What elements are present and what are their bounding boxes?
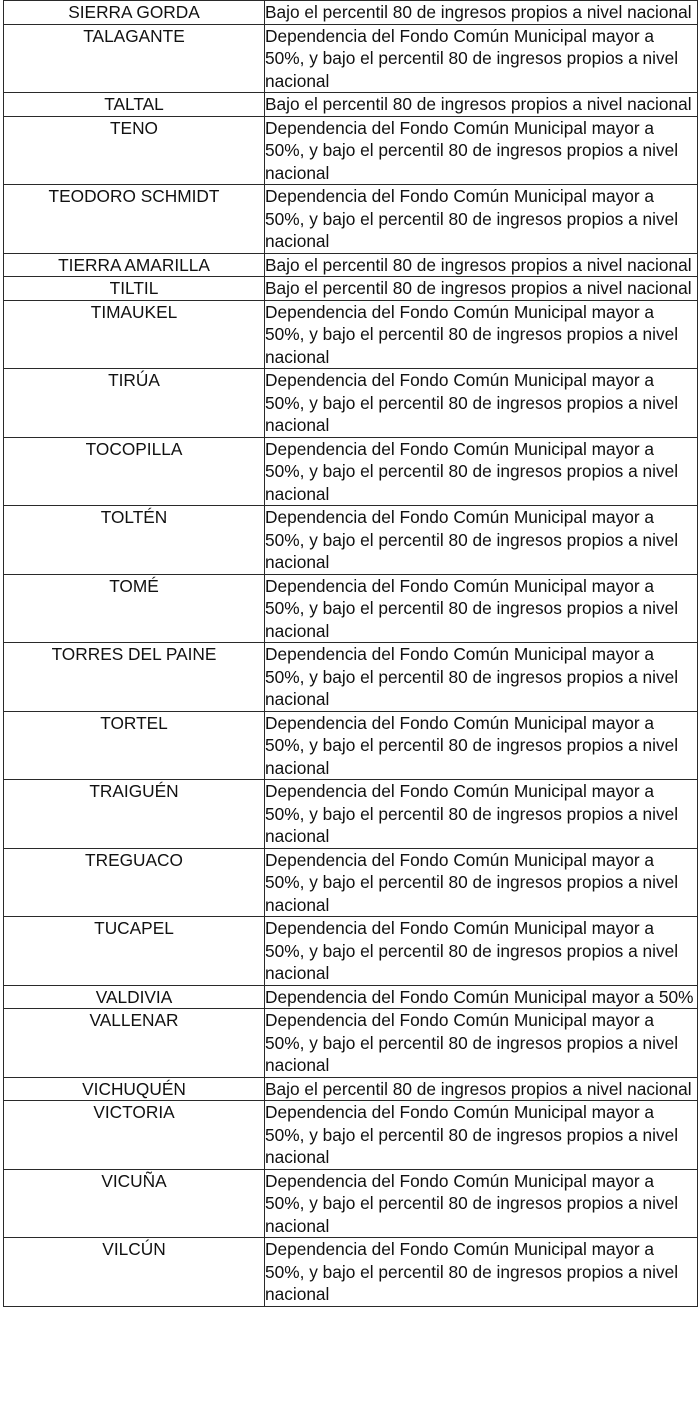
- commune-name: VALDIVIA: [95, 986, 173, 1007]
- commune-name-cell: [4, 24, 265, 93]
- criterion-text: Dependencia del Fondo Común Municipal mayor a 50%, y bajo el percentil 80 de ingresos propios a nivel nacional: [265, 712, 679, 778]
- commune-name: VICUÑA: [101, 1170, 167, 1191]
- criterion-cell: [265, 848, 698, 917]
- table-row: [4, 1169, 698, 1238]
- table-row: [4, 1238, 698, 1307]
- table-row: [4, 300, 698, 369]
- table-row: [4, 780, 698, 849]
- criterion-text: Bajo el percentil 80 de ingresos propios a nivel nacional: [265, 254, 692, 275]
- criterion-cell: [265, 506, 698, 575]
- commune-name-cell: [4, 780, 265, 849]
- commune-name: TEODORO SCHMIDT: [48, 186, 220, 206]
- criterion-cell: [265, 1101, 698, 1170]
- criterion-cell: [265, 300, 698, 369]
- table-row: [4, 253, 698, 277]
- commune-name-cell: [4, 848, 265, 917]
- commune-name-cell: [4, 1077, 265, 1101]
- criterion-cell: [265, 437, 698, 506]
- table-row: [4, 848, 698, 917]
- commune-name: TALTAL: [104, 94, 164, 114]
- criterion-cell: [265, 985, 698, 1009]
- communes-table-body: [4, 1, 698, 1307]
- commune-name: VICTORIA: [93, 1102, 175, 1122]
- criterion-cell: [265, 93, 698, 117]
- criterion-cell: [265, 1009, 698, 1078]
- criterion-cell: [265, 277, 698, 301]
- commune-name: TENO: [109, 117, 158, 138]
- commune-name-cell: [4, 506, 265, 575]
- commune-name: TIMAUKEL: [90, 301, 178, 322]
- commune-name-cell: [4, 985, 265, 1009]
- communes-table: [3, 0, 698, 1307]
- table-row: [4, 1077, 698, 1101]
- commune-name-cell: [4, 437, 265, 506]
- commune-name: TILTIL: [109, 278, 159, 298]
- commune-name-cell: [4, 1238, 265, 1307]
- commune-name: TOLTÉN: [100, 507, 168, 527]
- table-row: [4, 185, 698, 254]
- commune-name-cell: [4, 93, 265, 117]
- commune-name: VALLENAR: [89, 1010, 179, 1030]
- criterion-text: Dependencia del Fondo Común Municipal mayor a 50%, y bajo el percentil 80 de ingresos propios a nivel nacional: [265, 644, 679, 709]
- criterion-cell: [265, 574, 698, 643]
- table-row: [4, 506, 698, 575]
- table-row: [4, 917, 698, 986]
- table-row: [4, 574, 698, 643]
- criterion-text: Dependencia del Fondo Común Municipal mayor a 50%, y bajo el percentil 80 de ingresos propios a nivel nacional: [265, 507, 679, 572]
- commune-name: TUCAPEL: [94, 918, 174, 938]
- table-row: [4, 116, 698, 185]
- criterion-text: Dependencia del Fondo Común Municipal mayor a 50%, y bajo el percentil 80 de ingresos propios a nivel nacional: [265, 301, 679, 367]
- table-row: [4, 1009, 698, 1078]
- commune-name: TREGUACO: [85, 849, 183, 870]
- criterion-cell: [265, 24, 698, 93]
- table-row: [4, 437, 698, 506]
- table-row: [4, 1101, 698, 1170]
- table-row: [4, 711, 698, 780]
- criterion-text: Dependencia del Fondo Común Municipal mayor a 50%, y bajo el percentil 80 de ingresos propios a nivel nacional: [265, 849, 679, 915]
- criterion-cell: [265, 185, 698, 254]
- commune-name-cell: [4, 917, 265, 986]
- table-row: [4, 985, 698, 1009]
- criterion-cell: [265, 780, 698, 849]
- commune-name-cell: [4, 300, 265, 369]
- criterion-text: Dependencia del Fondo Común Municipal mayor a 50%, y bajo el percentil 80 de ingresos propios a nivel nacional: [265, 1102, 679, 1167]
- criterion-cell: [265, 643, 698, 712]
- commune-name: TORRES DEL PAINE: [51, 644, 217, 664]
- commune-name: TRAIGUÉN: [89, 781, 179, 801]
- commune-name-cell: [4, 185, 265, 254]
- commune-name: VILCÚN: [102, 1239, 166, 1259]
- commune-name: TORTEL: [100, 712, 168, 733]
- criterion-text: Dependencia del Fondo Común Municipal mayor a 50%: [265, 986, 694, 1007]
- criterion-cell: [265, 253, 698, 277]
- criterion-text: Dependencia del Fondo Común Municipal mayor a 50%, y bajo el percentil 80 de ingresos propios a nivel nacional: [265, 25, 679, 91]
- criterion-text: Bajo el percentil 80 de ingresos propios a nivel nacional: [265, 2, 692, 22]
- criterion-text: Dependencia del Fondo Común Municipal mayor a 50%, y bajo el percentil 80 de ingresos propios a nivel nacional: [265, 117, 679, 183]
- criterion-text: Bajo el percentil 80 de ingresos propios a nivel nacional: [265, 1078, 692, 1099]
- commune-name: TIERRA AMARILLA: [58, 254, 210, 275]
- criterion-text: Dependencia del Fondo Común Municipal mayor a 50%, y bajo el percentil 80 de ingresos propios a nivel nacional: [265, 1239, 679, 1304]
- criterion-text: Dependencia del Fondo Común Municipal mayor a 50%, y bajo el percentil 80 de ingresos propios a nivel nacional: [265, 1170, 679, 1236]
- commune-name-cell: [4, 1169, 265, 1238]
- criterion-text: Dependencia del Fondo Común Municipal mayor a 50%, y bajo el percentil 80 de ingresos propios a nivel nacional: [265, 575, 679, 641]
- commune-name-cell: [4, 369, 265, 438]
- commune-name: VICHUQUÉN: [82, 1078, 186, 1099]
- criterion-cell: [265, 116, 698, 185]
- commune-name: TALAGANTE: [83, 25, 185, 46]
- criterion-text: Dependencia del Fondo Común Municipal mayor a 50%, y bajo el percentil 80 de ingresos propios a nivel nacional: [265, 438, 679, 504]
- commune-name-cell: [4, 711, 265, 780]
- table-row: [4, 277, 698, 301]
- criterion-text: Dependencia del Fondo Común Municipal mayor a 50%, y bajo el percentil 80 de ingresos propios a nivel nacional: [265, 1010, 679, 1075]
- criterion-text: Bajo el percentil 80 de ingresos propios a nivel nacional: [265, 94, 692, 114]
- commune-name-cell: [4, 116, 265, 185]
- commune-name: TOMÉ: [109, 575, 159, 596]
- table-row: [4, 24, 698, 93]
- commune-name-cell: [4, 574, 265, 643]
- criterion-cell: [265, 711, 698, 780]
- criterion-text: Dependencia del Fondo Común Municipal mayor a 50%, y bajo el percentil 80 de ingresos propios a nivel nacional: [265, 186, 679, 251]
- criterion-text: Dependencia del Fondo Común Municipal mayor a 50%, y bajo el percentil 80 de ingresos propios a nivel nacional: [265, 781, 679, 846]
- criterion-cell: [265, 917, 698, 986]
- commune-name-cell: [4, 1009, 265, 1078]
- commune-name-cell: [4, 1, 265, 25]
- commune-name: TIRÚA: [108, 370, 160, 390]
- criterion-cell: [265, 369, 698, 438]
- commune-name-cell: [4, 643, 265, 712]
- commune-name: TOCOPILLA: [85, 438, 183, 459]
- criterion-text: Bajo el percentil 80 de ingresos propios a nivel nacional: [265, 278, 692, 298]
- table-row: [4, 93, 698, 117]
- commune-name-cell: [4, 1101, 265, 1170]
- criterion-text: Dependencia del Fondo Común Municipal mayor a 50%, y bajo el percentil 80 de ingresos propios a nivel nacional: [265, 918, 679, 983]
- table-row: [4, 369, 698, 438]
- commune-name-cell: [4, 277, 265, 301]
- criterion-cell: [265, 1077, 698, 1101]
- commune-name: SIERRA GORDA: [68, 2, 200, 22]
- criterion-cell: [265, 1169, 698, 1238]
- commune-name-cell: [4, 253, 265, 277]
- criterion-text: Dependencia del Fondo Común Municipal mayor a 50%, y bajo el percentil 80 de ingresos propios a nivel nacional: [265, 370, 679, 435]
- table-row: [4, 643, 698, 712]
- table-row: [4, 1, 698, 25]
- criterion-cell: [265, 1, 698, 25]
- criterion-cell: [265, 1238, 698, 1307]
